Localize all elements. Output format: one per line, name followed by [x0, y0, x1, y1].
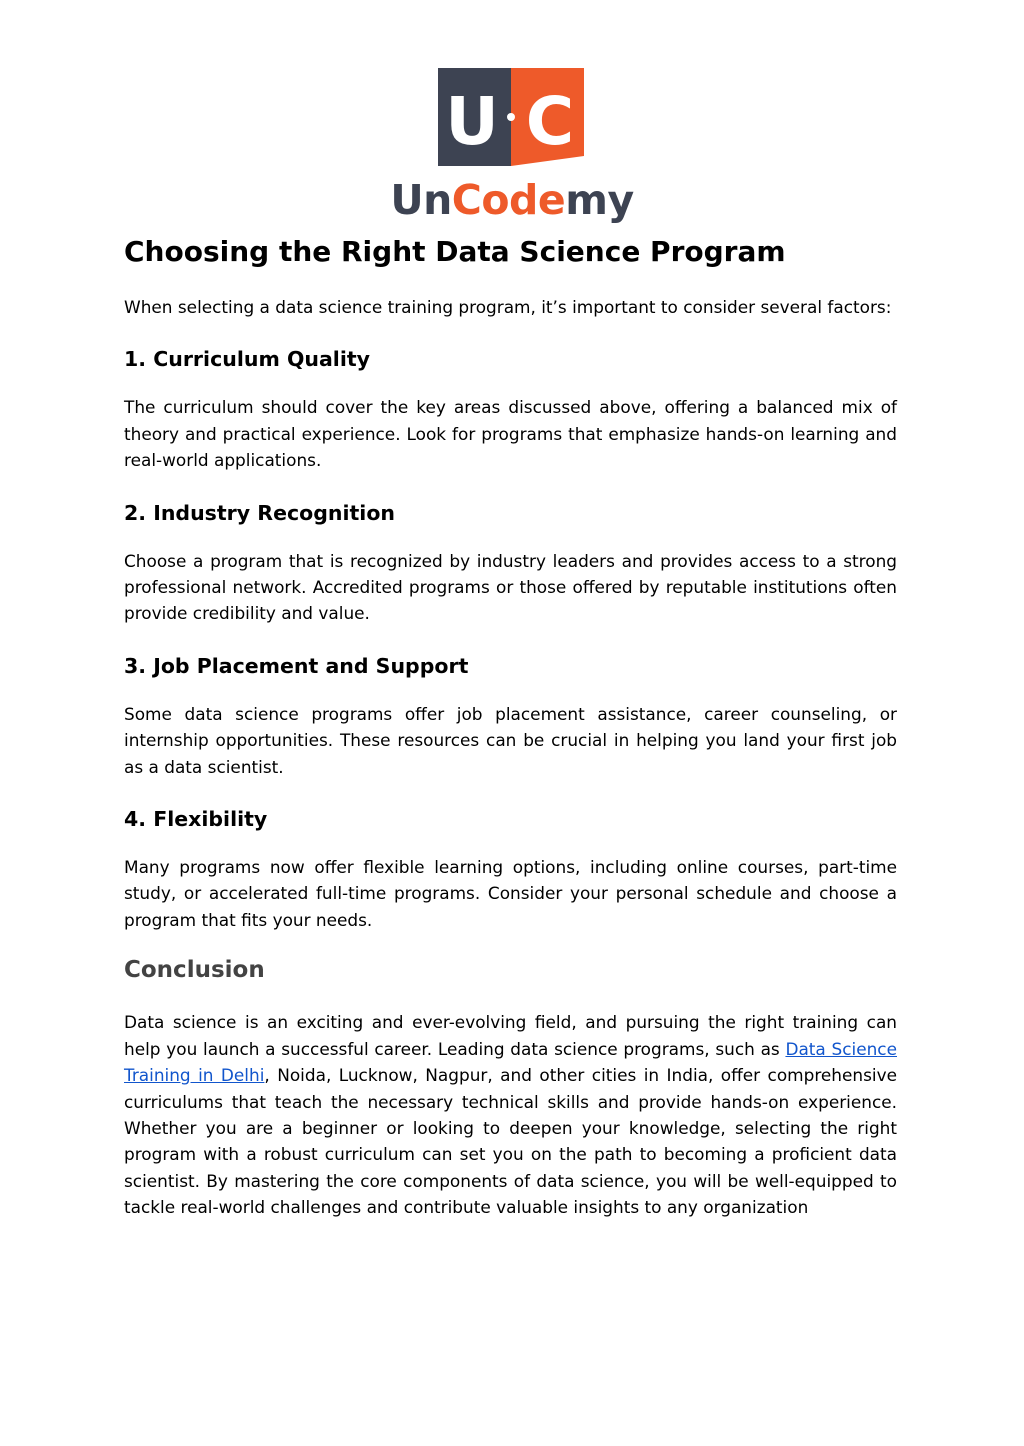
- training-delhi-link[interactable]: Data Science Training in Delhi: [124, 1038, 897, 1086]
- wordmark-part-1: Un: [390, 176, 452, 224]
- section-heading-placement: 3. Job Placement and Support: [124, 653, 469, 678]
- section-heading-industry: 2. Industry Recognition: [124, 500, 396, 525]
- uncodemy-logo: [390, 66, 634, 224]
- conclusion-text-before-link: Data science is an exciting and ever-evolving field, and pursuing the right training can help you launch a successful career. Leading data science programs, such as: [124, 1012, 897, 1059]
- wordmark-part-2: Code: [451, 176, 566, 224]
- intro-paragraph: When selecting a data science training program, it’s important to consider several factors:: [124, 297, 892, 317]
- wordmark-part-3: my: [565, 176, 634, 224]
- badge-letter-u: U: [445, 83, 499, 160]
- conclusion-text-after-link: , Noida, Lucknow, Nagpur, and other cities in India, offer comprehensive curriculums that teach the necessary technical skills and provide hands-on experience. Whether you are a beginner or looking to deepen your knowledge, selecting the right program with a robust curriculum can set you on the path to becoming a proficient data scientist. By mastering the core components of data science, you will be well-equipped to tackle real-world challenges and contribute valuable insights to any organization: [124, 1065, 897, 1218]
- uc-badge-icon: [390, 66, 634, 176]
- section-body-flexibility: Many programs now offer flexible learning options, including online courses, part-time study, or accelerated full-time programs. Consider your personal schedule and choose a program that fits your needs.: [124, 857, 897, 930]
- section-heading-flexibility: 4. Flexibility: [124, 807, 268, 832]
- section-body-industry: Choose a program that is recognized by industry leaders and provides access to a strong professional network. Accredited programs or those offered by reputable institutions often provide credibility and value.: [124, 550, 897, 624]
- conclusion-paragraph: [124, 1009, 897, 1220]
- section-body-placement: Some data science programs offer job placement assistance, career counseling, or internship opportunities. These resources can be crucial in helping you land your first job as a data scientist.: [124, 703, 897, 777]
- badge-letter-c: C: [525, 83, 575, 160]
- logo-wordmark: [390, 176, 634, 224]
- conclusion-heading: Conclusion: [124, 957, 265, 984]
- document-body: [124, 232, 897, 1221]
- section-body-curriculum: The curriculum should cover the key areas discussed above, offering a balanced mix of theory and practical experience. Look for programs that emphasize hands-on learning and real-world applications.: [124, 397, 897, 471]
- page-title: Choosing the Right Data Science Program: [124, 235, 786, 268]
- section-heading-curriculum: 1. Curriculum Quality: [124, 347, 371, 372]
